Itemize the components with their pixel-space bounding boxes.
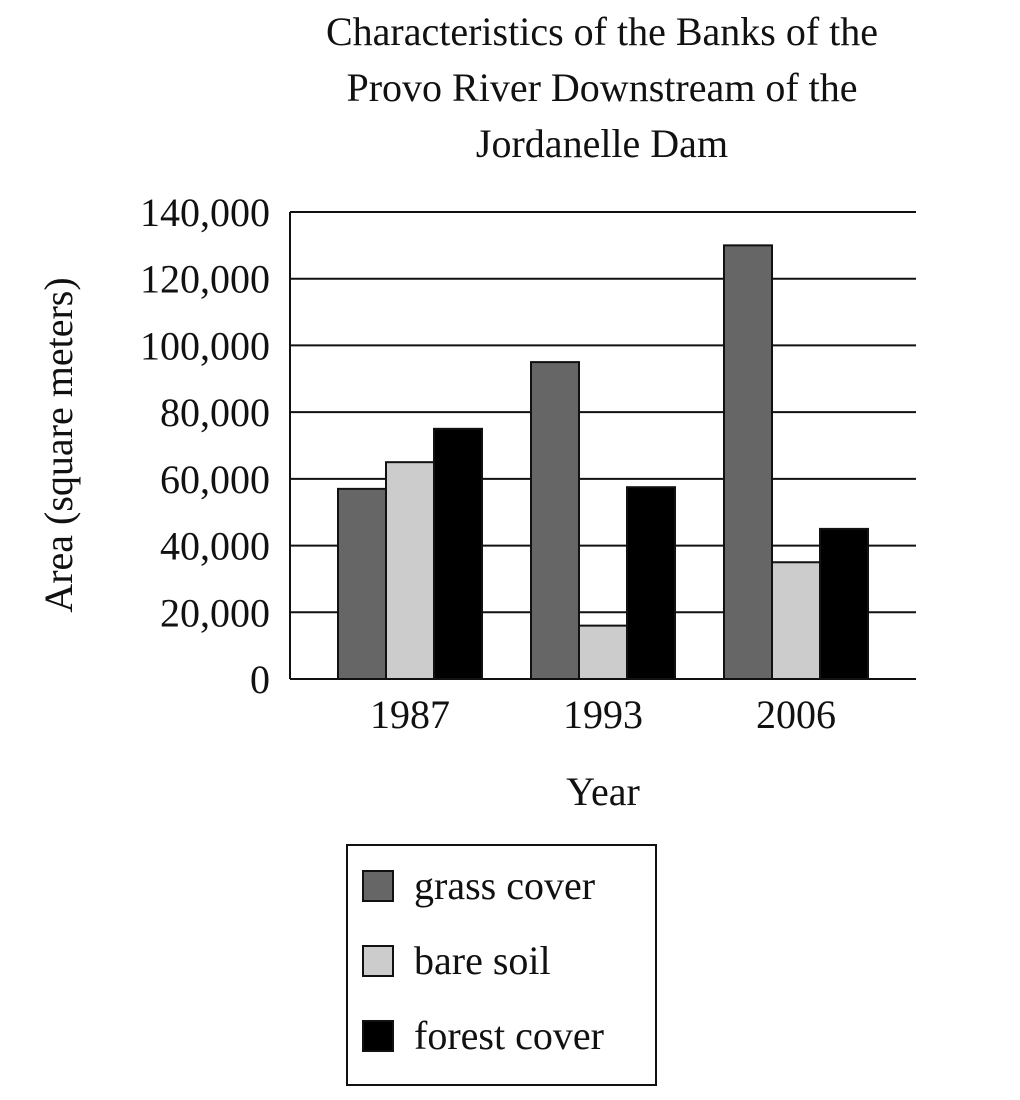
y-axis-label: Area (square meters) — [36, 277, 81, 613]
bar-grass-cover-1987 — [338, 489, 386, 679]
bar-bare-soil-1993 — [579, 626, 627, 679]
bar-grass-cover-2006 — [724, 245, 772, 679]
bar-bare-soil-2006 — [772, 562, 820, 679]
legend-swatch-forest-cover — [363, 1021, 393, 1051]
x-tick-label: 1993 — [563, 692, 643, 737]
y-tick-labels — [140, 190, 270, 702]
y-tick-label: 140,000 — [140, 190, 270, 235]
legend-label-bare-soil: bare soil — [414, 938, 551, 983]
x-axis-label: Year — [566, 769, 640, 814]
bars — [338, 245, 868, 679]
legend-swatch-grass-cover — [363, 871, 393, 901]
legend-label-grass-cover: grass cover — [414, 863, 596, 908]
y-tick-label: 20,000 — [160, 590, 270, 636]
chart-title-line-2: Provo River Downstream of the — [346, 65, 858, 110]
chart-title-line-3: Jordanelle Dam — [475, 121, 729, 166]
bar-grass-cover-1993 — [531, 362, 579, 679]
bar-forest-cover-1987 — [434, 429, 482, 679]
bar-forest-cover-2006 — [820, 529, 868, 679]
bar-bare-soil-1987 — [386, 462, 434, 679]
legend — [347, 845, 656, 1085]
y-tick-label: 0 — [250, 657, 270, 702]
y-tick-label: 120,000 — [140, 256, 270, 302]
x-tick-labels — [370, 692, 836, 737]
bar-forest-cover-1993 — [627, 487, 675, 679]
x-tick-label: 1987 — [370, 692, 450, 737]
y-tick-label: 80,000 — [160, 390, 270, 436]
legend-label-forest-cover: forest cover — [414, 1013, 604, 1058]
chart-title-line-1: Characteristics of the Banks of the — [325, 9, 879, 54]
y-tick-label: 100,000 — [140, 323, 270, 369]
y-tick-label: 60,000 — [160, 456, 270, 502]
legend-swatch-bare-soil — [363, 946, 393, 976]
chart-title — [326, 9, 878, 166]
x-tick-label: 2006 — [756, 692, 836, 737]
y-tick-label: 40,000 — [160, 523, 270, 569]
